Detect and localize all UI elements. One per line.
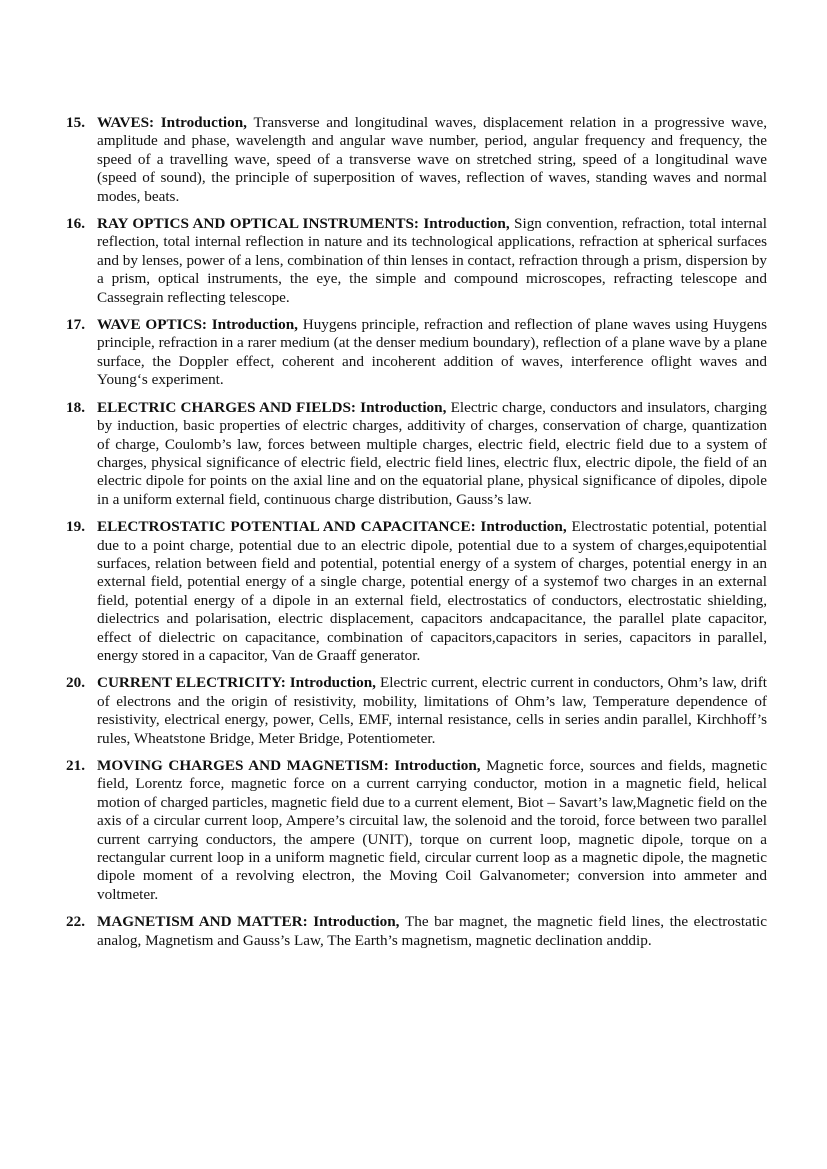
item-heading: MAGNETISM AND MATTER: Introduction,	[97, 913, 405, 931]
item-heading: RAY OPTICS AND OPTICAL INSTRUMENTS: Introduction,	[97, 215, 515, 233]
item-number: 19.	[66, 518, 85, 536]
syllabus-item-17	[66, 316, 767, 390]
item-number: 21.	[66, 757, 85, 774]
syllabus-document	[66, 114, 767, 959]
item-heading: CURRENT ELECTRICITY: Introduction,	[97, 674, 380, 692]
item-body: Electric charge, conductors and insulators, charging by induction, basic properties of electric charges, additivity of charges, conservation of charge, quantization of charge, Coulomb’s law, forces between multiple charges, electric field, electric field due to a system of charges, physical significance of electric field, electric field lines, electric flux, electric dipole, the field of an electric dipole for points on the axial line and on the equatorial plane, physical significance of dipoles, dipole in a uniform external field, continuous charge distribution, Gauss’s law.	[97, 398, 767, 508]
item-number: 20.	[66, 674, 85, 692]
item-body: Sign convention, refraction, total internal reflection, total internal reflection in nature and its technological applications, refraction at spherical surfaces and by lenses, power of a lens, combination of thin lenses in contact, refraction through a prism, dispersion by a prism, optical instruments, the eye, the simple and compound microscopes, refracting telescope and Cassegrain reflecting telescope.	[97, 215, 767, 306]
syllabus-item-19	[66, 518, 767, 665]
item-body: Magnetic force, sources and fields, magnetic field, Lorentz force, magnetic force on a current carrying conductor, motion in a magnetic field, helical motion of charged particles, magnetic field due to a current element, Biot – Savart’s law,Magnetic field on the axis of a circular current loop, Ampere’s circuital law, the solenoid and the toroid, force between two parallel current carrying conductors, the ampere (UNIT), torque on current loop, magnetic dipole, torque on a rectangular current loop in a uniform magnetic field, circular current loop as a magnetic dipole, the magnetic dipole moment of a revolving electron, the Moving Coil Galvanometer; conversion into ammeter and voltmeter.	[97, 757, 767, 903]
item-body: Electrostatic potential, potential due to a point charge, potential due to an electric dipole, potential due to a system of charges,equipotential surfaces, relation between field and potential, potential energy of a system of charges, potential energy in an external field, potential energy of a single charge, potential energy of a systemof two charges in an external field, potential energy of a dipole in an external field, electrostatics of conductors, electrostatic shielding, dielectrics and polarisation, electric displacement, capacitors andcapacitance, the parallel plate capacitor, effect of dielectric on capacitance, combination of capacitors,capacitors in series, capacitors in parallel, energy stored in a capacitor, Van de Graaff generator.	[97, 518, 767, 664]
syllabus-item-22	[66, 913, 767, 950]
syllabus-item-15	[66, 114, 767, 206]
item-number: 16.	[66, 215, 85, 233]
item-heading: MOVING CHARGES AND MAGNETISM: Introduction,	[97, 757, 487, 774]
item-heading: WAVES: Introduction,	[97, 114, 254, 131]
item-number: 17.	[66, 316, 85, 334]
syllabus-item-18	[66, 399, 767, 509]
item-heading: WAVE OPTICS: Introduction,	[97, 316, 303, 334]
item-number: 15.	[66, 114, 85, 131]
item-body: Electric current, electric current in conductors, Ohm’s law, drift of electrons and the origin of resistivity, mobility, limitations of Ohm’s law, Temperature dependence of resistivity, electrical energy, power, Cells, EMF, internal resistance, cells in series andin parallel, Kirchhoff’s rules, Wheatstone Bridge, Meter Bridge, Potentiometer.	[97, 674, 767, 747]
item-number: 18.	[66, 398, 85, 416]
item-body: Huygens principle, refraction and reflection of plane waves using Huygens principle, refraction in a rarer medium (at the denser medium boundary), reflection of a plane wave by a plane surface, the Doppler effect, coherent and incoherent addition of waves, interference oflight waves and Young‘s experiment.	[97, 316, 767, 389]
syllabus-item-20	[66, 674, 767, 748]
syllabus-item-16	[66, 215, 767, 307]
item-body: Transverse and longitudinal waves, displacement relation in a progressive wave, amplitude and phase, wavelength and angular wave number, period, angular frequency and frequency, the speed of a travelling wave, speed of a transverse wave on stretched string, speed of a longitudinal wave (speed of sound), the principle of superposition of waves, reflection of waves, standing waves and normal modes, beats.	[97, 114, 767, 205]
syllabus-item-21	[66, 757, 767, 904]
item-number: 22.	[66, 913, 85, 931]
item-body: The bar magnet, the magnetic field lines, the electrostatic analog, Magnetism and Gauss’s Law, The Earth’s magnetism, magnetic declination anddip.	[97, 913, 768, 949]
item-heading: ELECTROSTATIC POTENTIAL AND CAPACITANCE: Introduction,	[97, 518, 572, 536]
item-heading: ELECTRIC CHARGES AND FIELDS: Introduction,	[97, 398, 451, 416]
